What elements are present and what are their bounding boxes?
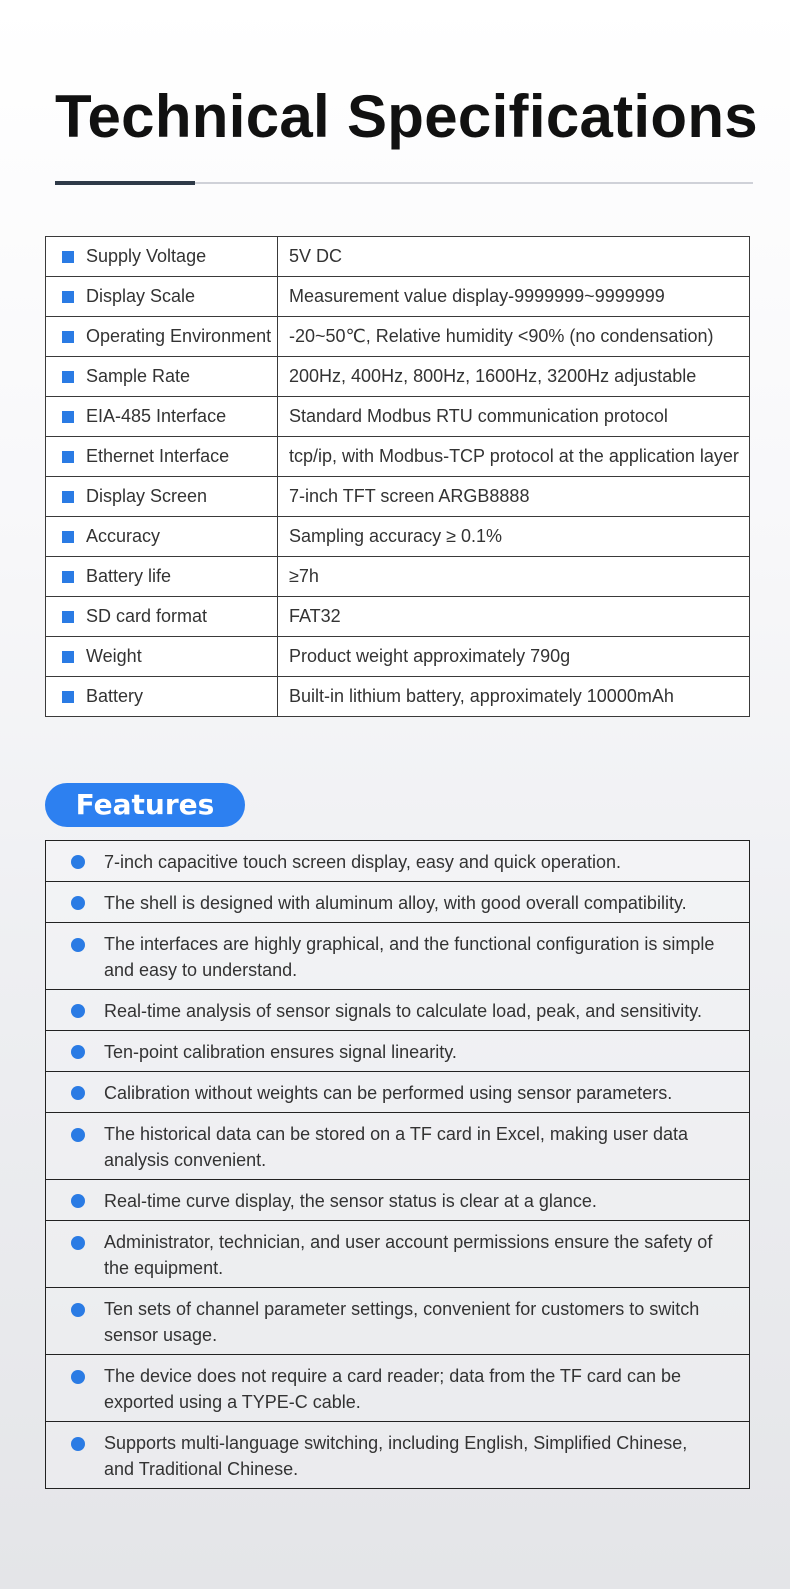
feature-item <box>46 990 749 1031</box>
feature-text: 7-inch capacitive touch screen display, easy and quick operation. <box>104 852 621 872</box>
spec-label: Display Screen <box>86 486 208 506</box>
feature-item <box>46 1355 749 1422</box>
spec-label: EIA-485 Interface <box>86 406 227 426</box>
round-bullet-icon <box>71 938 85 952</box>
features-heading: Features <box>45 783 245 827</box>
spec-label: Sample Rate <box>86 366 191 386</box>
feature-item <box>46 1180 749 1221</box>
round-bullet-icon <box>71 896 85 910</box>
round-bullet-icon <box>71 1045 85 1059</box>
spec-label: Ethernet Interface <box>86 446 230 466</box>
square-bullet-icon <box>62 451 74 463</box>
round-bullet-icon <box>71 1194 85 1208</box>
specs-table <box>45 236 750 717</box>
square-bullet-icon <box>62 251 74 263</box>
feature-item <box>46 841 749 882</box>
round-bullet-icon <box>71 1437 85 1451</box>
feature-text: Real-time curve display, the sensor status is clear at a glance. <box>104 1191 597 1211</box>
spec-row <box>46 517 750 557</box>
square-bullet-icon <box>62 371 74 383</box>
feature-item <box>46 1288 749 1355</box>
feature-item <box>46 1422 749 1489</box>
spec-value: Product weight approximately 790g <box>278 637 750 677</box>
spec-value: Standard Modbus RTU communication protocol <box>278 397 750 437</box>
round-bullet-icon <box>71 1370 85 1384</box>
feature-item <box>46 1113 749 1180</box>
feature-text: Ten-point calibration ensures signal linearity. <box>104 1042 457 1062</box>
spec-value: Measurement value display-9999999~9999999 <box>278 277 750 317</box>
feature-item <box>46 1072 749 1113</box>
feature-text: Real-time analysis of sensor signals to calculate load, peak, and sensitivity. <box>104 1001 702 1021</box>
round-bullet-icon <box>71 1128 85 1142</box>
round-bullet-icon <box>71 1303 85 1317</box>
spec-label: Operating Environment <box>86 326 272 346</box>
square-bullet-icon <box>62 491 74 503</box>
square-bullet-icon <box>62 611 74 623</box>
feature-text: Ten sets of channel parameter settings, convenient for customers to switch sensor usage. <box>104 1299 700 1345</box>
square-bullet-icon <box>62 411 74 423</box>
spec-row <box>46 277 750 317</box>
feature-text: The historical data can be stored on a TF card in Excel, making user data analysis convenient. <box>104 1124 688 1170</box>
spec-row <box>46 637 750 677</box>
spec-row <box>46 437 750 477</box>
feature-text: The device does not require a card reader; data from the TF card can be exported using a TYPE-C cable. <box>104 1366 681 1412</box>
spec-row <box>46 317 750 357</box>
spec-label: Accuracy <box>86 526 161 546</box>
spec-label: Battery life <box>86 566 172 586</box>
feature-text: Administrator, technician, and user account permissions ensure the safety of the equipment. <box>104 1232 713 1278</box>
square-bullet-icon <box>62 651 74 663</box>
spec-value: Sampling accuracy ≥ 0.1% <box>278 517 750 557</box>
spec-value: 5V DC <box>278 237 750 277</box>
square-bullet-icon <box>62 691 74 703</box>
spec-row <box>46 597 750 637</box>
feature-item <box>46 882 749 923</box>
divider-accent <box>55 181 195 185</box>
round-bullet-icon <box>71 1236 85 1250</box>
spec-value: 7-inch TFT screen ARGB8888 <box>278 477 750 517</box>
spec-value: 200Hz, 400Hz, 800Hz, 1600Hz, 3200Hz adjustable <box>278 357 750 397</box>
spec-value: tcp/ip, with Modbus-TCP protocol at the application layer <box>278 437 750 477</box>
square-bullet-icon <box>62 531 74 543</box>
spec-value: -20~50℃, Relative humidity <90% (no condensation) <box>278 317 750 357</box>
page-title: Technical Specifications <box>55 83 758 150</box>
spec-row <box>46 557 750 597</box>
spec-value: ≥7h <box>278 557 750 597</box>
feature-text: Supports multi-language switching, including English, Simplified Chinese, and Traditional Chinese. <box>104 1433 688 1479</box>
square-bullet-icon <box>62 291 74 303</box>
spec-value: FAT32 <box>278 597 750 637</box>
spec-label: Supply Voltage <box>86 246 207 266</box>
square-bullet-icon <box>62 571 74 583</box>
spec-label: Display Scale <box>86 286 196 306</box>
features-list <box>45 840 750 1489</box>
round-bullet-icon <box>71 1004 85 1018</box>
spec-row <box>46 477 750 517</box>
feature-item <box>46 923 749 990</box>
spec-label: Battery <box>86 686 144 706</box>
spec-value: Built-in lithium battery, approximately 10000mAh <box>278 677 750 717</box>
square-bullet-icon <box>62 331 74 343</box>
spec-row <box>46 677 750 717</box>
feature-item <box>46 1221 749 1288</box>
feature-text: The interfaces are highly graphical, and the functional configuration is simple and easy to understand. <box>104 934 715 980</box>
feature-text: The shell is designed with aluminum alloy, with good overall compatibility. <box>104 893 687 913</box>
feature-item <box>46 1031 749 1072</box>
spec-label: SD card format <box>86 606 208 626</box>
spec-row <box>46 397 750 437</box>
spec-label: Weight <box>86 646 142 666</box>
round-bullet-icon <box>71 855 85 869</box>
spec-row <box>46 237 750 277</box>
title-divider <box>55 181 753 185</box>
feature-text: Calibration without weights can be performed using sensor parameters. <box>104 1083 673 1103</box>
spec-row <box>46 357 750 397</box>
round-bullet-icon <box>71 1086 85 1100</box>
